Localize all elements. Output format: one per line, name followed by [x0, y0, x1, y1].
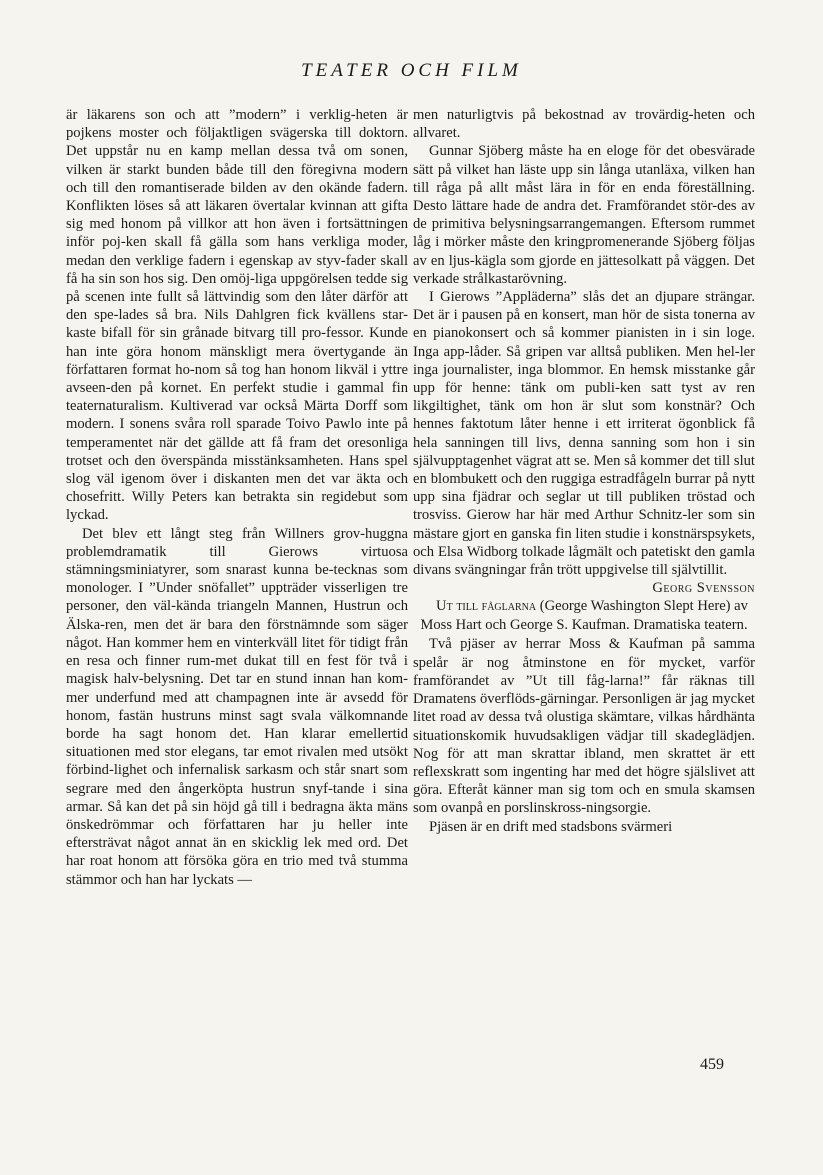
paragraph: Gunnar Sjöberg måste ha en eloge för det obesvärade sätt på vilket han läste upp sin långa utanläxa, vilken han till råga på allt måst lära in för en enda föreställning. Desto lättare hade de andra det. Framförandet stör-des av de primitiva belysningsarrangemangen. Eftersom rummet låg i mörker måste den kringpromenerande Sjöberg följas av en ljus-kägla som gjorde en jättesolkatt på väggen. Det verkade strålkastarövning. — [413, 143, 755, 287]
paragraph: Pjäsen är en drift med stadsbons svärmeri — [429, 818, 673, 835]
page-number: 459 — [700, 1056, 724, 1073]
review-credits: (George Washington Slept Here) av Moss Hart och George S. Kaufman. Dramatiska teatern. — [420, 598, 748, 634]
running-title: TEATER OCH FILM — [301, 60, 522, 81]
paragraph: Två pjäser av herrar Moss & Kaufman på samma spelår är nog åtminstone en för mycket, varför framförandet av ”Ut till fåg-larna!” får räknas till Dramatens överflöds-gärningar. Personligen är jag mycket litet road av dessa två olustiga skämtare, vilkas hårdhänta situationskomik huvudsakligen vädjar till skadeglädjen. Nog för att man skrattar ibland, men skrattet är ett reflexskratt som ingenting har med det högre själslivet att göra. Efteråt känner man sig tom och en smula skamsen som ovanpå en porslinskross-ningsorgie. — [413, 636, 755, 817]
review-heading — [413, 597, 755, 635]
paragraph: men naturligtvis på bekostnad av trovärdig-heten och allvaret. — [413, 107, 755, 142]
paragraph: är läkarens son och att ”modern” i verklig-heten är pojkens moster och följaktligen svägerska till doktorn. Det uppstår nu en kamp mellan dessa två om sonen, vilken är starkt bunden både till den föregivna modern och till den romantiserade bilden av den okände fadern. Konflikten löses så att läkaren övertalar kvinnan att gifta sig med honom på villkor att hon även i fortsättningen inför poj-ken skall få gälla som hans verkliga moder, medan den verklige fadern i egenskap av styv-fader skall få ha sin son hos sig. Den omöj-liga uppgörelsen tedde sig på scenen inte fullt så lättvindig som den låter därför att den spe-lades så bra. Nils Dahlgren fick kvällens star-kaste bifall för sin grånade bitvarg till pro-fessor. Kunde han inte göra honom mänskligt mera övertygande än författaren format ho-nom så tog han honom likväl i yttre avseen-den på kornet. En perfekt studie i gammal fin teaternaturalism. Kultiverad var också Märta Dorff som modern. I sonens svåra roll sparade Toivo Pawlo inte på temperamentet när det gällde att få fram det oresonliga trotset och den överspända misstänksamheten. Hans spel slog väl igenom över i diskanten men det var äkta och chosefritt. Willy Peters kan betrakta sin regidebut som lyckad. — [66, 107, 408, 524]
left-column — [66, 106, 408, 889]
paragraph: I Gierows ”Appläderna” slås det an djupare strängar. Det är i pausen på en konsert, man hör de sista tonerna av en pianokonsert och så kommer pianisten in i sin loge. Inga app-låder. Så gripen var alltså publiken. Men hel-ler inga journalister, inga blommor. En hemsk misstanke går upp för henne: tänk om publi-ken satt tyst av ren likgiltighet, tänk om hon är slut som konstnär? Och hennes faktotum låter henne i ett irriterat ögonblick få hela sanningen till livs, denna sanning som hon i sin självupptagenhet vägrat att se. Men så kommer det till slut en blombukett och den ruggiga estradfågeln burrar på nytt upp sina fjädrar och seglar ut till publiken tröstad och trosviss. Gierow har här med Arthur Schnitz-ler som sin mästare gjort en ganska fin liten studie i konstnärspsykets, och Elsa Widborg tolkade lågmält och patetiskt den gamla divans svängningar från trött uppgivelse till självtillit. — [413, 289, 755, 579]
review-title: Ut till fåglarna — [436, 598, 537, 615]
paragraph: Det blev ett långt steg från Willners grov-huggna problemdramatik till Gierows virtuosa stämningsminiatyrer, som snarast kunna be-tecknas som monologer. I ”Under snöfallet” uppträder visserligen tre personer, den väl-kända triangeln Mannen, Hustrun och Älska-ren, men det är bara den förstnämnde som säger något. Han kommer hem en vinterkväll litet för tidigt från en resa och finner rum-met dukat till en fest för två i magisk halv-belysning. Det tar en stund innan han kom-mer underfund med att champagnen inte är avsedd för honom, fastän hustruns minst sagt svala välkomnande borde ha sagt honom det. Han klarar emellertid situationen med stor elegans, tar emot rivalen med utsökt förbind-lighet och infernalisk sarkasm och står snart som segrare med den ångerköpta hustrun snyf-tande i sina armar. Så kan det på sin höjd gå till i bedragna äkta mäns önskedrömmar och författaren har ju heller inte eftersträvat något annat än en skicklig lek med ord. Det har roat honom att försöka göra en trio med två stumma stämmor och han har lyckats — — [66, 525, 408, 888]
author-signature: Georg Svensson — [652, 580, 755, 597]
right-column — [413, 106, 755, 836]
